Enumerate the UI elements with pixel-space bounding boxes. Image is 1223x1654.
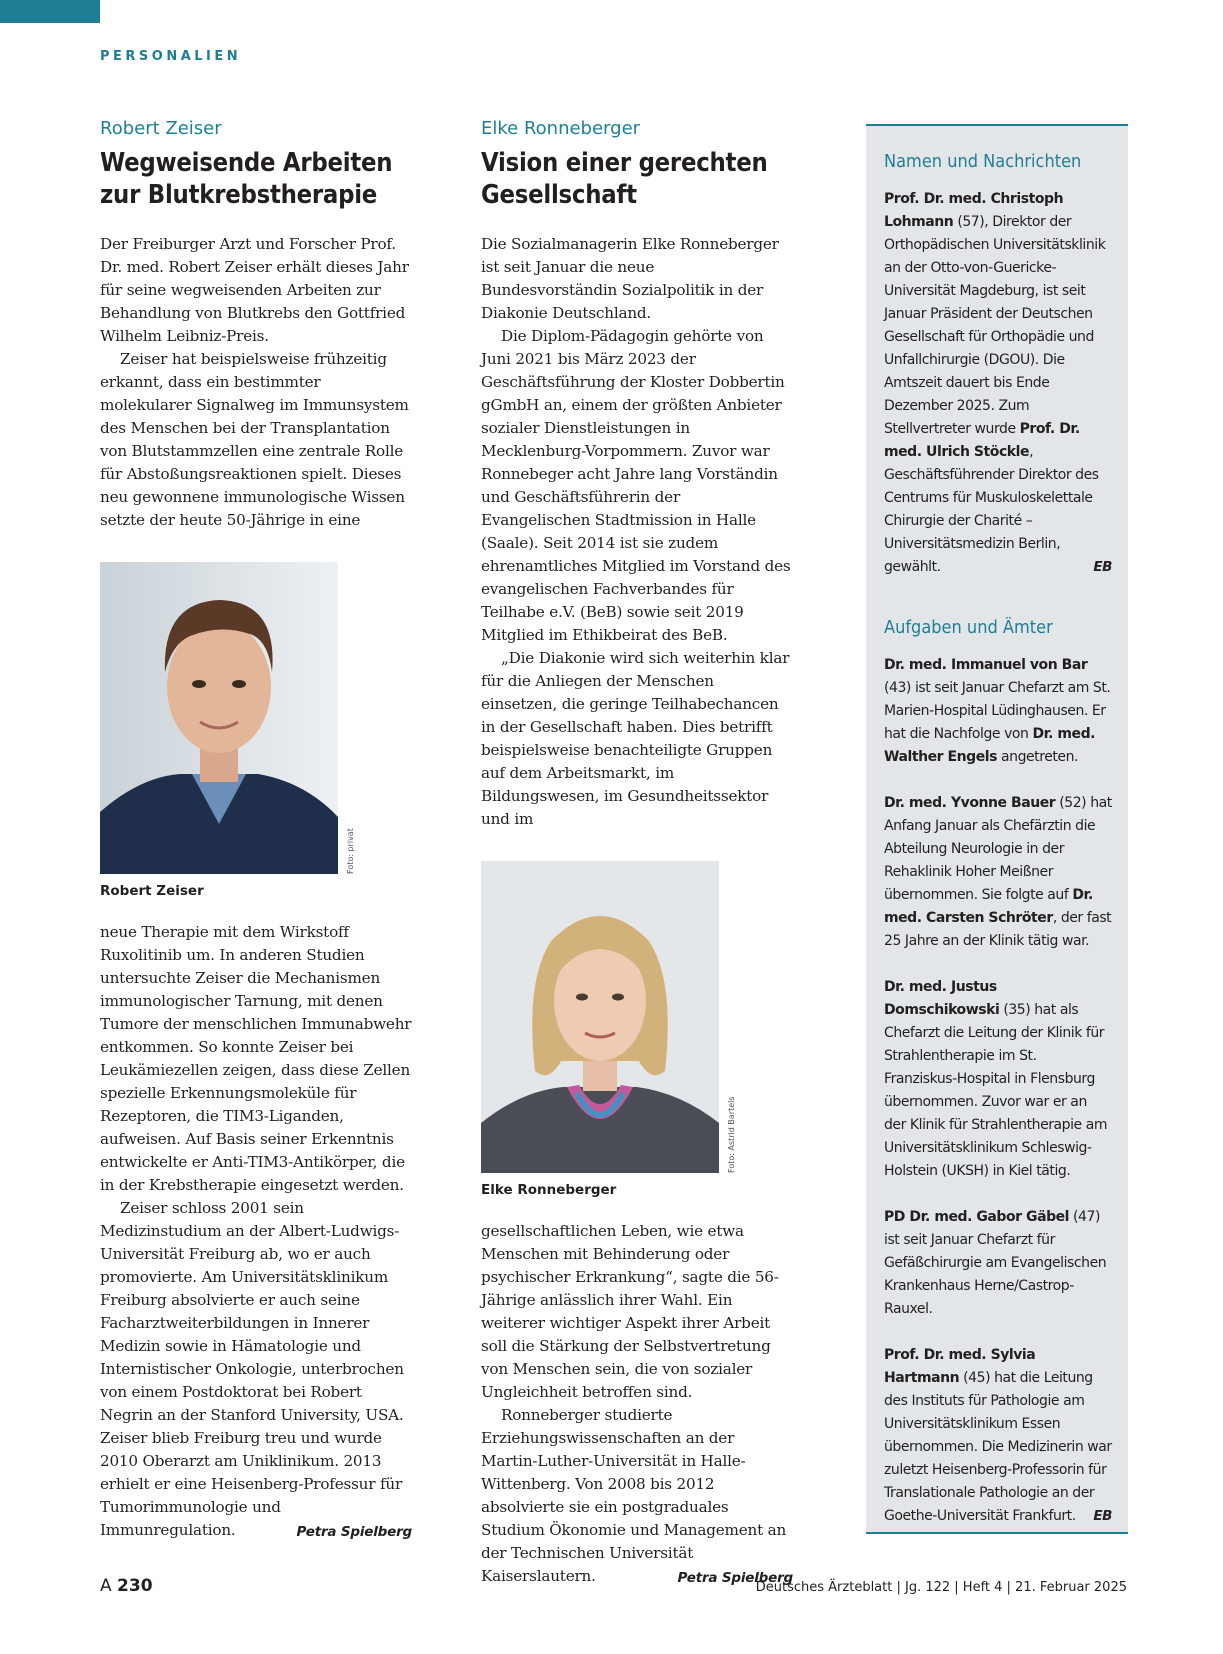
- photo-caption: Robert Zeiser: [100, 883, 204, 899]
- paragraph: [481, 1404, 793, 1588]
- entry-text: , der fast 25 Jahre an der Klinik tätig war.: [884, 910, 1112, 949]
- editor-signature: EB: [1093, 1508, 1112, 1524]
- paragraph: neue Therapie mit dem Wirkstoff Ruxolitinib um. In anderen Studien untersuchte Zeiser die Mechanismen immunologischer Tarnung, mit denen Tumore der menschlichen Immunabwehr entkommen. So konnte Zeiser bei Leukämiezellen zeigen, dass diese Zellen spezielle Erkennungsmoleküle für Rezeptoren, die TIM3-Liganden, aufweisen. Auf Basis seiner Erkenntnis entwickelte er Anti-TIM3-Antikörper, die in der Krebstherapie eingesetzt werden.: [100, 923, 412, 1194]
- entry-text: (35) hat als Chefarzt die Leitung der Klinik für Strahlentherapie im St. Franziskus-Hospital in Flensburg übernommen. Zuvor war er an der Klinik für Strahlentherapie am Universitätsklinikum Schleswig-Holstein (UKSH) in Kiel tätig.: [884, 1002, 1108, 1179]
- editor-signature: EB: [1093, 559, 1112, 575]
- paragraph: Die Sozialmanagerin Elke Ronneberger ist seit Januar die neue Bundesvorständin Sozialpolitik in der Diakonie Deutschland.: [481, 235, 779, 322]
- paragraph: gesellschaftlichen Leben, wie etwa Menschen mit Behinderung oder psychischer Erkrankung“, sagte die 56-Jährige anlässlich ihrer Wahl. Ein weiterer wichtiger Aspekt ihrer Arbeit soll die Stärkung der Selbstvertretung von Menschen sein, die von sozialer Ungleichheit betroffen sind.: [481, 1222, 779, 1401]
- article-headline: Vision einer gerechten Gesellschaft: [481, 148, 768, 210]
- paragraph: Die Diplom-Pädagogin gehörte von Juni 2021 bis März 2023 der Geschäftsführung der Kloster Dobbertin gGmbH an, einem der größten Anbieter sozialer Dienstleistungen in Mecklenburg-Vorpommern. Zuvor war Ronnebeger acht Jahre lang Vorständin und Geschäftsführerin der Evangelischen Stadtmission in Halle (Saale). Seit 2014 ist sie zudem ehrenamtliches Mitglied im Vorstand des evangelischen Fachverbandes für Teilhabe e.V. (BeB) sowie seit 2019 Mitglied im Ethikbeirat des BeB.: [481, 327, 791, 644]
- paragraph: Der Freiburger Arzt und Forscher Prof. Dr. med. Robert Zeiser erhält dieses Jahr für seine wegweisenden Arbeiten zur Behandlung von Blutkrebs den Gottfried Wilhelm Leibniz-Preis.: [100, 235, 409, 345]
- publication-info: Deutsches Ärzteblatt | Jg. 122 | Heft 4 | 21. Februar 2025: [755, 1580, 1127, 1595]
- entry-text: (47) ist seit Januar Chefarzt für Gefäßchirurgie am Evangelischen Krankenhaus Herne/Castrop-Rauxel.: [884, 1209, 1107, 1317]
- paragraph: Zeiser hat beispielsweise frühzeitig erkannt, dass ein bestimmter molekularer Signalweg im Immunsystem des Menschen bei der Transplantation von Blutstammzellen eine zentrale Rolle für Abstoßungsreaktionen spielt. Dieses neu gewonnene immunologische Wissen setzte der heute 50-Jährige in eine: [100, 350, 409, 529]
- person-name: PD Dr. med. Gabor Gäbel: [884, 1209, 1070, 1225]
- article-ronneberger: [481, 118, 793, 1590]
- article-headline: Wegweisende Arbeiten zur Blutkrebstherapie: [100, 148, 393, 210]
- person-name: Prof. Dr. med. Sylvia Hartmann: [884, 1347, 1036, 1386]
- entry-text: , Geschäftsführender Direktor des Centrums für Muskuloskelettale Chirurgie der Charité – Universitätsmedizin Berlin, gewählt.: [884, 444, 1099, 575]
- article-zeiser: [100, 118, 412, 1544]
- person-name: Dr. med. Walther Engels: [884, 726, 1096, 765]
- sidebar-entry: [884, 792, 1112, 953]
- person-name: Prof. Dr. med. Ulrich Stöckle: [884, 421, 1080, 460]
- sidebar-entry: [884, 188, 1112, 579]
- sidebar-heading: Aufgaben und Ämter: [884, 617, 1053, 638]
- paragraph: [100, 1197, 412, 1542]
- entry-text: angetreten.: [997, 749, 1078, 765]
- sidebar-heading: Namen und Nachrichten: [884, 151, 1082, 172]
- entry-text: (52) hat Anfang Januar als Chefärztin die Abteilung Neurologie in der Rehaklinik Hoher Meißner übernommen. Sie folgte auf: [884, 795, 1112, 903]
- section-label: PERSONALIEN: [100, 49, 242, 64]
- article-kicker: Robert Zeiser: [100, 118, 222, 139]
- author-signature: Petra Spielberg: [296, 1524, 412, 1540]
- news-sidebar: [866, 124, 1128, 1534]
- photo-credit: Foto: privat: [346, 828, 355, 874]
- person-name: Dr. med. Immanuel von Bar: [884, 657, 1088, 673]
- author-signature: Petra Spielberg: [677, 1570, 793, 1586]
- sidebar-entry: [884, 976, 1112, 1183]
- portrait-photo-zeiser: [100, 562, 338, 874]
- article-kicker: Elke Ronneberger: [481, 118, 641, 139]
- page-prefix: A: [100, 1576, 118, 1596]
- person-name: Dr. med. Carsten Schröter: [884, 887, 1093, 926]
- sidebar-entry: [884, 654, 1112, 769]
- entry-text: (57), Direktor der Orthopädischen Universitätsklinik an der Otto-von-Guericke-Universität Magdeburg, ist seit Januar Präsident der Deutschen Gesellschaft für Orthopädie und Unfallchirurgie (DGOU). Die Amtszeit dauert bis Ende Dezember 2025. Zum Stellvertreter wurde: [884, 214, 1106, 437]
- portrait-photo-ronneberger: [481, 861, 719, 1173]
- entry-text: (43) ist seit Januar Chefarzt am St. Marien-Hospital Lüdinghausen. Er hat die Nachfolge von: [884, 680, 1111, 742]
- paragraph: „Die Diakonie wird sich weiterhin klar für die Anliegen der Menschen einsetzen, die geringe Teilhabechancen in der Gesellschaft haben. Dies betrifft beispielsweise benachteiligte Gruppen auf dem Arbeitsmarkt, im Bildungswesen, im Gesundheitssektor und im: [481, 649, 790, 828]
- photo-block: [481, 861, 793, 1173]
- entry-text: (45) hat die Leitung des Instituts für Pathologie am Universitätsklinikum Essen übernommen. Die Medizinerin war zuletzt Heisenberg-Professorin für Translationale Pathologie an der Goethe-Universität Frankfurt.: [884, 1370, 1112, 1524]
- page-number-value: 230: [117, 1576, 153, 1596]
- paragraph-text: Zeiser schloss 2001 sein Medizinstudium an der Albert-Ludwigs-Universität Freiburg ab, wo er auch promovierte. Am Universitätsklinikum Freiburg absolvierte er auch seine Facharztweiterbildungen in Innerer Medizin sowie in Hämatologie und Internistischer Onkologie, unterbrochen von einem Postdoktorat bei Robert Negrin an der Stanford University, USA. Zeiser blieb Freiburg treu und wurde 2010 Oberarzt am Uniklinikum. 2013 erhielt er eine Heisenberg-Professur für Tumorimmunologie und Immunregulation.: [100, 1199, 404, 1539]
- person-name: Dr. med. Justus Domschikowski: [884, 979, 1000, 1018]
- photo-credit: Foto: Astrid Bartels: [727, 1096, 736, 1173]
- photo-caption: Elke Ronneberger: [481, 1182, 617, 1198]
- photo-block: [100, 562, 412, 874]
- sidebar-entry: [884, 1344, 1112, 1528]
- top-color-bar: [0, 0, 100, 23]
- paragraph-text: Ronneberger studierte Erziehungswissenschaften an der Martin-Luther-Universität in Halle-Wittenberg. Von 2008 bis 2012 absolvierte sie ein postgraduales Studium Ökonomie und Management an der Technischen Universität Kaiserslautern.: [481, 1406, 787, 1585]
- sidebar-entry: [884, 1206, 1112, 1321]
- page-number: [100, 1576, 153, 1596]
- person-name: Dr. med. Yvonne Bauer: [884, 795, 1056, 811]
- person-name: Prof. Dr. med. Christoph Lohmann: [884, 191, 1064, 230]
